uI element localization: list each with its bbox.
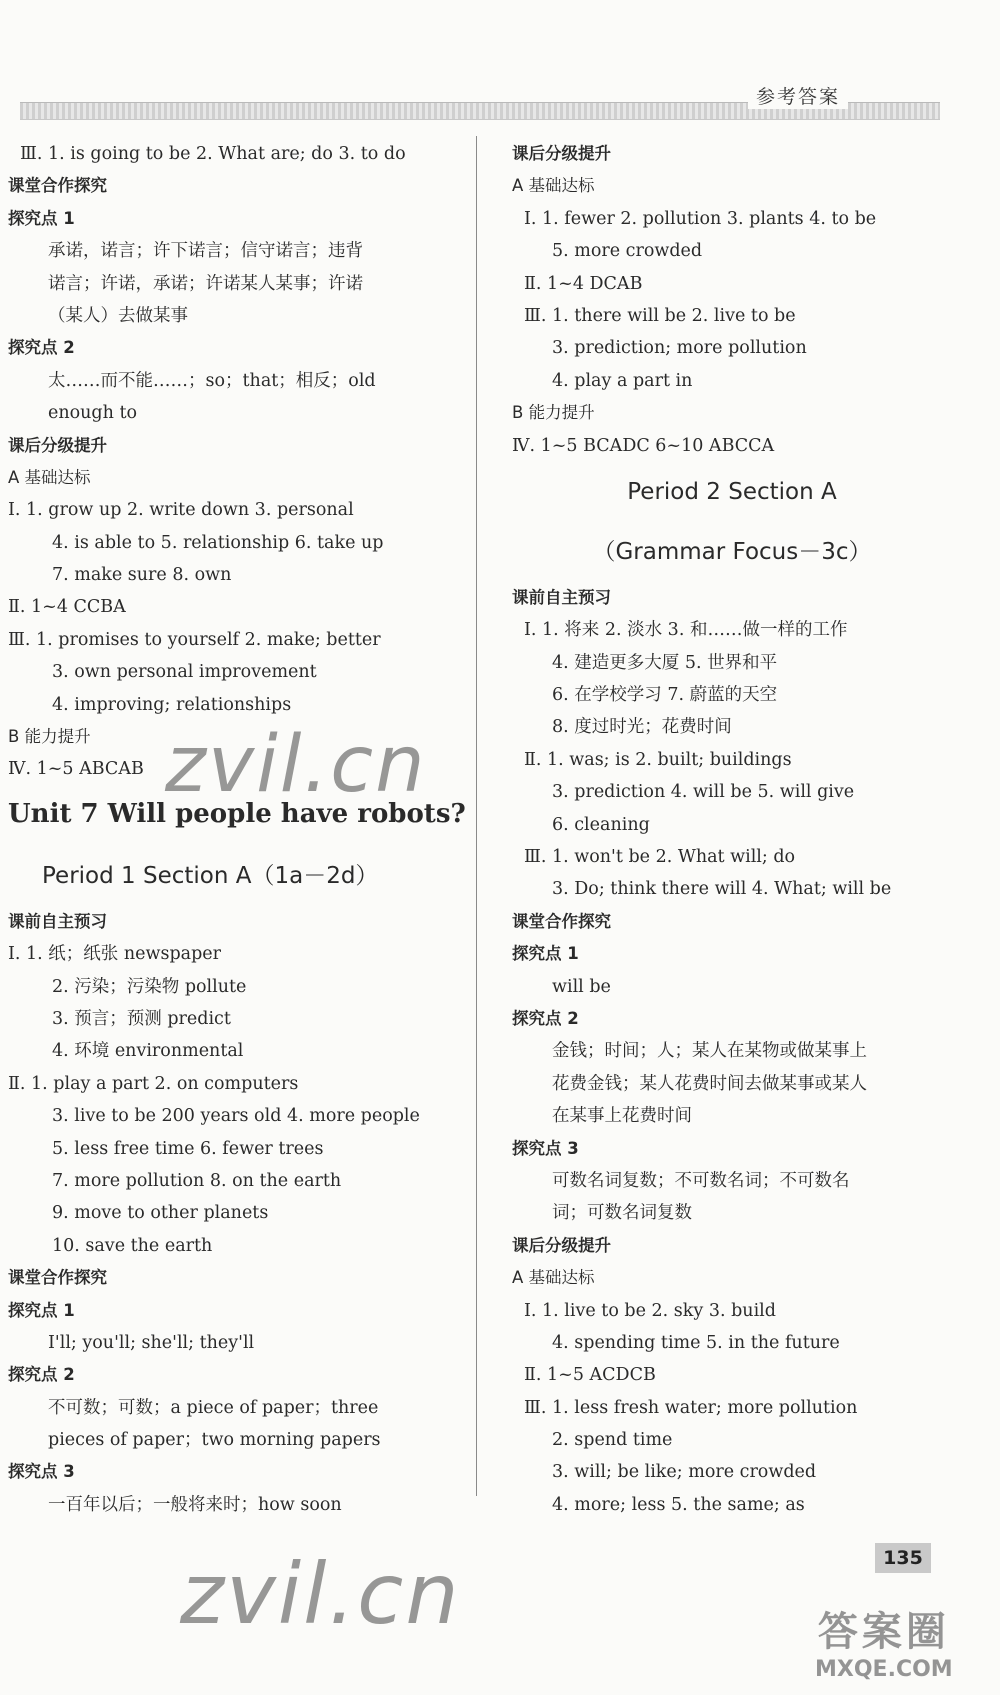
level-heading: A 基础达标 bbox=[512, 1268, 595, 1288]
section-heading: 探究点 3 bbox=[512, 1138, 579, 1158]
answer-line: （某人）去做某事 bbox=[48, 305, 188, 326]
answer-line: Ⅱ. 1~5 ACDCB bbox=[524, 1365, 656, 1386]
answer-line: Ⅱ. 1. was; is 2. built; buildings bbox=[524, 749, 792, 770]
level-heading: A 基础达标 bbox=[512, 176, 595, 196]
answer-line: Ⅰ. 1. 将来 2. 淡水 3. 和……做一样的工作 bbox=[524, 620, 848, 641]
unit-title: Unit 7 Will people have robots? bbox=[8, 798, 466, 829]
answer-line: 7. make sure 8. own bbox=[52, 565, 232, 586]
answer-line: 9. move to other planets bbox=[52, 1203, 269, 1224]
section-heading: 课前自主预习 bbox=[8, 911, 107, 931]
header-title: 参考答案 bbox=[748, 82, 848, 109]
watermark-logo-text: 答案圈 bbox=[817, 1609, 950, 1655]
answer-line: Ⅳ. 1~5 ABCAB bbox=[8, 759, 144, 780]
answer-line: Ⅰ. 1. live to be 2. sky 3. build bbox=[524, 1300, 776, 1321]
answer-line: 4. play a part in bbox=[552, 370, 693, 391]
answer-line: 金钱；时间；人；某人在某物或做某事上 bbox=[552, 1041, 867, 1062]
answer-line: 花费金钱；某人花费时间去做某事或某人 bbox=[552, 1073, 867, 1094]
level-heading: A 基础达标 bbox=[8, 467, 91, 487]
watermark-text: zvil.cn bbox=[165, 720, 427, 810]
answer-line: Ⅱ. 1~4 DCAB bbox=[524, 273, 643, 294]
answer-line: 3. 预言；预测 predict bbox=[52, 1008, 231, 1029]
answer-line: 8. 度过时光；花费时间 bbox=[552, 717, 732, 738]
answer-line: 3. prediction; more pollution bbox=[552, 338, 807, 359]
answer-line: 可数名词复数；不可数名词；不可数名 bbox=[552, 1170, 850, 1191]
watermark-logo-url: MXQE.COM bbox=[815, 1657, 953, 1682]
answer-line: 10. save the earth bbox=[52, 1235, 213, 1256]
answer-line: Ⅰ. 1. fewer 2. pollution 3. plants 4. to be bbox=[524, 208, 877, 229]
answer-line: 2. 污染；污染物 pollute bbox=[52, 976, 247, 997]
section-heading: 课后分级提升 bbox=[512, 1235, 611, 1255]
answer-line: 6. cleaning bbox=[552, 814, 650, 835]
answer-line: 2. spend time bbox=[552, 1430, 673, 1451]
period-title: Period 1 Section A（1a－2d） bbox=[42, 862, 379, 889]
answer-line: 3. will; be like; more crowded bbox=[552, 1462, 817, 1483]
section-heading: 探究点 1 bbox=[512, 944, 579, 964]
period-title: Period 2 Section A bbox=[627, 478, 837, 505]
right-column bbox=[512, 138, 952, 1521]
answer-line: 4. improving; relationships bbox=[52, 694, 292, 715]
page-number: 135 bbox=[875, 1543, 931, 1573]
answer-line: 4. 环境 environmental bbox=[52, 1041, 244, 1062]
left-column bbox=[8, 138, 470, 1521]
answer-line: 诺言；许诺，承诺；许诺某人某事；许诺 bbox=[48, 273, 363, 294]
watermark-logo bbox=[815, 1600, 953, 1682]
answer-line: 太……而不能……；so；that；相反；old bbox=[48, 370, 376, 391]
section-heading: 课后分级提升 bbox=[8, 435, 107, 455]
section-heading: 课前自主预习 bbox=[512, 587, 611, 607]
answer-line: 5. less free time 6. fewer trees bbox=[52, 1138, 324, 1159]
answer-line: 4. spending time 5. in the future bbox=[552, 1332, 840, 1353]
answer-line: Ⅱ. 1~4 CCBA bbox=[8, 597, 126, 618]
answer-line: 4. is able to 5. relationship 6. take up bbox=[52, 532, 384, 553]
watermark-text: zvil.cn bbox=[180, 1545, 461, 1643]
section-heading: 课后分级提升 bbox=[512, 144, 611, 163]
answer-line: 3. own personal improvement bbox=[52, 662, 317, 683]
answer-line: 6. 在学校学习 7. 蔚蓝的天空 bbox=[552, 685, 778, 706]
answer-line: Ⅲ. 1. promises to yourself 2. make; better bbox=[8, 629, 381, 650]
section-heading: 课堂合作探究 bbox=[512, 911, 611, 931]
answer-line: 一百年以后；一般将来时；how soon bbox=[48, 1494, 342, 1515]
answer-line: 3. Do; think there will 4. What; will be bbox=[552, 879, 892, 900]
answer-line: Ⅲ. 1. there will be 2. live to be bbox=[524, 305, 796, 326]
answer-line: 5. more crowded bbox=[552, 241, 703, 262]
answer-line: I'll; you'll; she'll; they'll bbox=[48, 1332, 255, 1353]
answer-line: 在某事上花费时间 bbox=[552, 1106, 692, 1127]
answer-line: pieces of paper；two morning papers bbox=[48, 1430, 381, 1451]
answer-line: 3. prediction 4. will be 5. will give bbox=[552, 782, 855, 803]
answer-line: Ⅲ. 1. is going to be 2. What are; do 3. to do bbox=[20, 144, 406, 164]
answer-line: 不可数；可数；a piece of paper；three bbox=[48, 1397, 379, 1418]
column-divider bbox=[476, 136, 477, 1496]
answer-line: 词；可数名词复数 bbox=[552, 1203, 692, 1224]
answer-line: 4. 建造更多大厦 5. 世界和平 bbox=[552, 652, 778, 673]
answer-line: 3. live to be 200 years old 4. more people bbox=[52, 1106, 420, 1127]
answer-line: Ⅱ. 1. play a part 2. on computers bbox=[8, 1073, 299, 1094]
section-heading: 探究点 1 bbox=[8, 208, 75, 228]
level-heading: B 能力提升 bbox=[512, 403, 595, 423]
answer-line: 承诺，诺言；许下诺言；信守诺言；违背 bbox=[48, 241, 363, 262]
section-heading: 课堂合作探究 bbox=[8, 1268, 107, 1288]
answer-line: Ⅲ. 1. less fresh water; more pollution bbox=[524, 1397, 858, 1418]
answer-line: 7. more pollution 8. on the earth bbox=[52, 1170, 342, 1191]
section-heading: 课堂合作探究 bbox=[8, 176, 107, 196]
period-title: （Grammar Focus－3c） bbox=[592, 538, 872, 565]
section-heading: 探究点 1 bbox=[8, 1300, 75, 1320]
section-heading: 探究点 2 bbox=[512, 1008, 579, 1028]
answer-line: will be bbox=[552, 976, 611, 997]
answer-line: Ⅳ. 1~5 BCADC 6~10 ABCCA bbox=[512, 435, 775, 456]
answer-line: enough to bbox=[48, 403, 138, 424]
answer-line: Ⅰ. 1. 纸；纸张 newspaper bbox=[8, 944, 222, 965]
answer-line: 4. more; less 5. the same; as bbox=[552, 1494, 805, 1515]
level-heading: B 能力提升 bbox=[8, 727, 91, 747]
section-heading: 探究点 2 bbox=[8, 338, 75, 358]
section-heading: 探究点 2 bbox=[8, 1365, 75, 1385]
answer-line: Ⅲ. 1. won't be 2. What will; do bbox=[524, 847, 796, 868]
answer-line: Ⅰ. 1. grow up 2. write down 3. personal bbox=[8, 500, 354, 521]
section-heading: 探究点 3 bbox=[8, 1462, 75, 1482]
